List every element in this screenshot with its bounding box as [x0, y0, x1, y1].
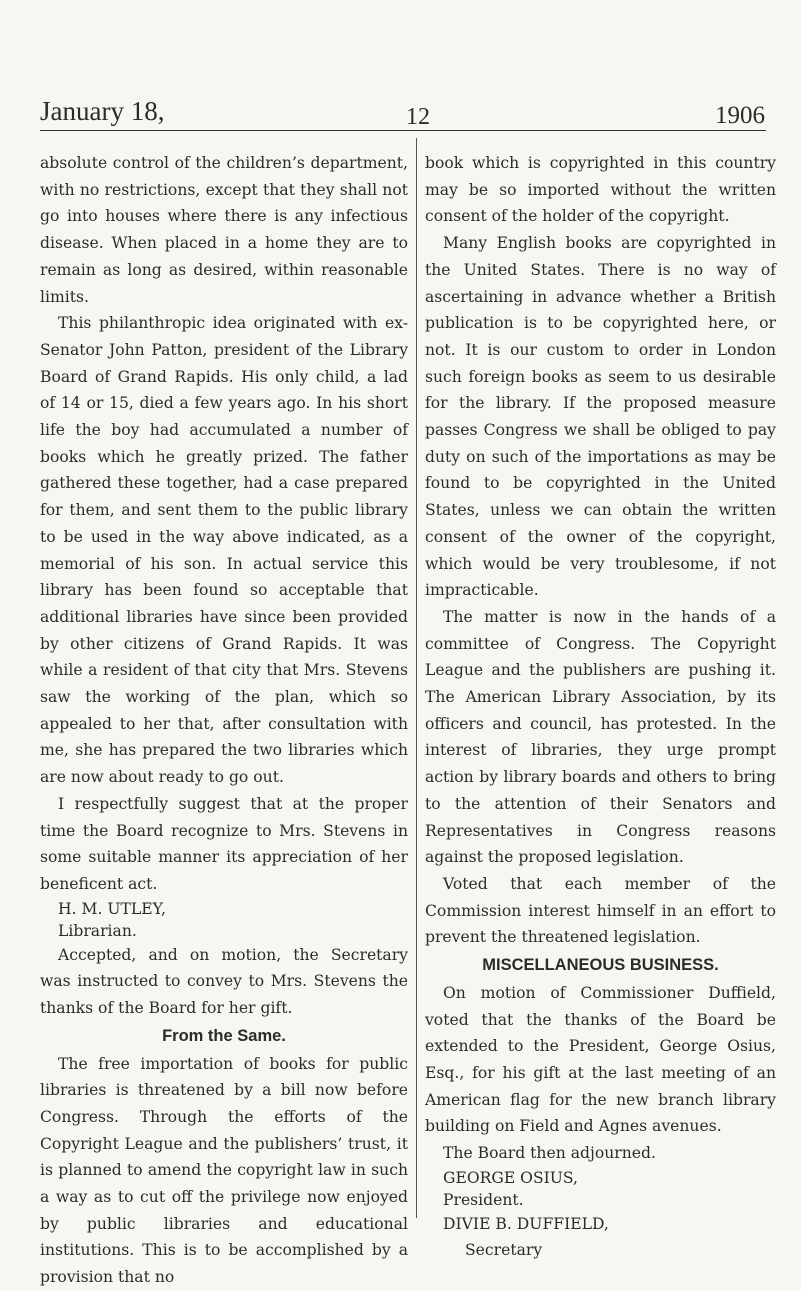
header-date: January 18,: [40, 96, 165, 126]
signature-block-secretary: [425, 1211, 776, 1264]
left-column: [40, 150, 408, 1291]
paragraph: I respectfully suggest that at the proper time the Board recognize to Mrs. Stevens in some suitable manner its appreciation of her beneficent act.: [40, 794, 408, 893]
signature-name: H. M. UTLEY,: [58, 899, 166, 918]
signature-block-president: [425, 1167, 776, 1211]
header-year: 1906: [715, 102, 765, 129]
paragraph: book which is copyrighted in this country may be so imported without the written consent of the holder of the copyright.: [425, 154, 776, 226]
paragraph: Voted that each member of the Commission interest himself in an effort to prevent the threatened legislation.: [425, 874, 776, 947]
signature-block: [40, 898, 408, 942]
page-header: [40, 86, 765, 130]
signature-name: GEORGE OSIUS,: [443, 1168, 579, 1187]
paragraph: On motion of Commissioner Duffield, voted that the thanks of the Board be extended to the President, George Osius, Esq., for his gift at the last meeting of an American flag for the new branch library building on Field and Agnes avenues.: [425, 983, 776, 1136]
signature-name: DIVIE B. DUFFIELD,: [443, 1214, 609, 1233]
paragraph: The free importation of books for public libraries is threatened by a bill now before Congress. Through the efforts of the Copyright League and the publishers’ trust, it is planned to amend the copyright law in such a way as to cut off the privilege now enjoyed by public libraries and educational institutions. This is to be accomplished by a provision that no: [40, 1054, 408, 1287]
paragraph: absolute control of the children’s department, with no restrictions, except that they shall not go into houses where there is any infectious disease. When placed in a home they are to remain as long as desired, within reasonable limits.: [40, 154, 408, 306]
page-number: 12: [406, 104, 430, 130]
paragraph: The Board then adjourned.: [443, 1144, 656, 1163]
column-divider: [416, 138, 417, 1218]
section-heading: MISCELLANEOUS BUSINESS.: [482, 956, 719, 975]
section-heading: From the Same.: [162, 1026, 286, 1045]
signature-title: Secretary: [465, 1241, 543, 1260]
header-rule: [40, 130, 766, 131]
right-column: [425, 150, 776, 1264]
paragraph: This philanthropic idea originated with ex-Senator John Patton, president of the Library Board of Grand Rapids. His only child, a lad of 14 or 15, died a few years ago. In his short life the boy had accumulated a number of books which he greatly prized. The father gathered these together, had a case prepared for them, and sent them to the public library to be used in the way above indicated, as a memorial of his son. In actual service this library has been found so acceptable that additional libraries have since been provided by other citizens of Grand Rapids. It was while a resident of that city that Mrs. Stevens saw the working of the plan, which so appealed to her that, after consultation with me, she has prepared the two libraries which are now about ready to go out.: [40, 314, 408, 787]
paragraph: Accepted, and on motion, the Secretary was instructed to convey to Mrs. Stevens the thanks of the Board for her gift.: [40, 945, 408, 1018]
paragraph: Many English books are copyrighted in the United States. There is no way of ascertaining in advance whether a British publication is to be copyrighted here, or not. It is our custom to order in London such foreign books as seem to us desirable for the library. If the proposed measure passes Congress we shall be obliged to pay duty on such of the importations as may be found to be copyrighted in the United States, unless we can obtain the written consent of the owner of the copyright, which would be very troublesome, if not impracticable.: [425, 234, 776, 600]
signature-title: President.: [443, 1190, 524, 1209]
signature-title: Librarian.: [58, 921, 137, 940]
paragraph: The matter is now in the hands of a committee of Congress. The Copyright League and the publishers are pushing it. The American Library Association, by its officers and council, has protested. In the interest of libraries, they urge prompt action by library boards and others to bring to the attention of their Senators and Representatives in Congress reasons against the proposed legislation.: [425, 607, 776, 867]
